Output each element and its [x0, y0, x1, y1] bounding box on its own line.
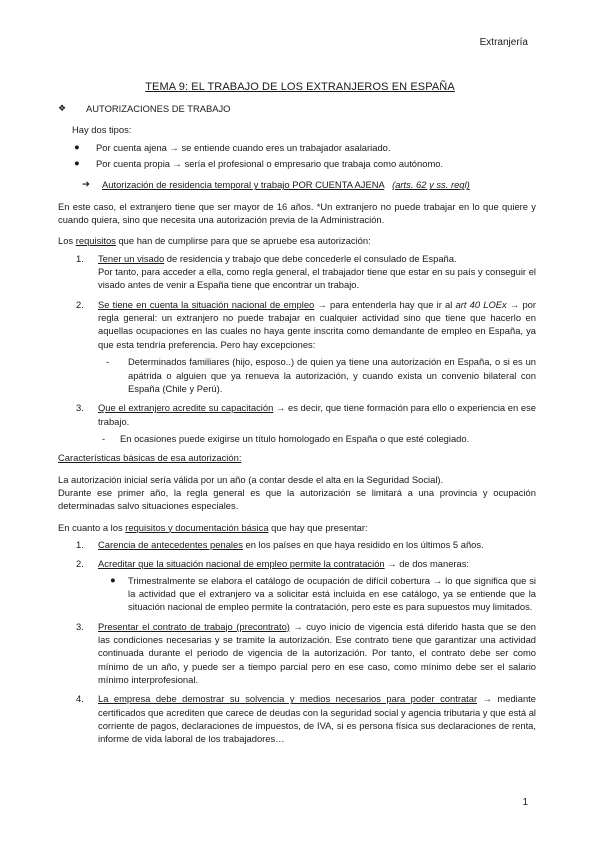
intro-text: Hay dos tipos: — [72, 124, 132, 136]
characteristics-paragraph: Durante ese primer año, la regla general es que la autorización se limitará a una provincia y ocupación determinadas salvo situaciones especiales. — [58, 486, 536, 512]
list-item: 3. Que el extranjero acredite su capacitación → es decir, que tiene formación para ello o experiencia en ese trabajo. - En ocasiones puede exigirse un título homologado en España o que esté colegiado. — [76, 402, 536, 444]
list-item: - En ocasiones puede exigirse un título homologado en España o que esté colegiado. — [102, 432, 470, 444]
running-header: Extranjería — [479, 37, 528, 48]
paragraph-documentation: En cuanto a los requisitos y documentación básica que hay que presentar: — [58, 521, 368, 533]
list-item: ● Por cuenta ajena → se entiende cuando eres un trabajador asalariado. — [74, 140, 391, 153]
list-item: 2. Se tiene en cuenta la situación nacional de empleo → para entenderla hay que ir al art 40 LOEx → por regla general: un extranjero no puede trabajar en cualquier actividad sino que tiene que hacerlo en aquellas ocupaciones en las cuales no haya gente inscrita como demandante de empleo en España, ya que esta tendría preferencia. Pero hay excepciones: - Determinados familiares (hijo, esposo..) de quien ya tiene una autorización en España, o si es un apátrida o alguien que ya renueva la autorización, y cuando exista un convenio bilateral con España (Chile y Perú). — [76, 298, 537, 394]
types-list — [58, 141, 536, 171]
list-item: - Determinados familiares (hijo, esposo..) de quien ya tiene una autorización en España, o si es un apátrida o alguien que ya renueva la autorización, y cuando exista un convenio bilateral con España (Chile y Perú). — [106, 356, 536, 394]
paragraph-case: En este caso, el extranjero tiene que ser mayor de 16 años. *Un extranjero no puede trabajar en lo que quiere y cuando quiera, sino que necesita una autorización previa de la Administración. — [58, 200, 536, 226]
list-item: ● Trimestralmente se elabora el catálogo de ocupación de difícil cobertura → lo que significa que si la actividad que el extranjero va a solicitar está incluida en ese catálogo, ya se entiende que la situación nacional de empleo permite la contratación, pero este es para supuestos muy limitados. — [110, 573, 536, 613]
document-body — [58, 96, 536, 752]
section-heading: ❖ AUTORIZACIONES DE TRABAJO — [58, 103, 231, 114]
list-item: 1. Tener un visado de residencia y trabajo que debe concederle el consulado de España. Por tanto, para acceder a ella, como regla general, el trabajador tiene que estar en su país y conseguir el visado antes de venir a España tiene que encontrar un trabajo. — [76, 252, 536, 291]
arrow-bullet-icon: ➔ — [82, 178, 90, 190]
documentation-list — [58, 538, 536, 746]
list-item: ● Por cuenta propia → sería el profesional o empresario que trabaja como autónomo. — [74, 157, 444, 170]
diamond-bullet-icon: ❖ — [58, 103, 67, 113]
list-item: 2. Acreditar que la situación nacional de empleo permite la contratación → de dos maneras: ● Trimestralmente se elabora el catálogo de ocupación de difícil cobertura → lo que significa que si la actividad que el extranjero va a solicitar está incluida en ese catálogo, ya se entiende que la situación nacional de empleo permite la contratación, pero este es para supuestos muy limitados. — [76, 558, 536, 613]
list-item: 1. Carencia de antecedentes penales en los países en que haya residido en los últimos 5 años. — [76, 538, 484, 550]
list-item: 4. La empresa debe demostrar su solvencia y medios necesarios para poder contratar → mediante certificados que acrediten que carece de deudas con la seguridad social y agencia tributaria y que está al corriente de pagos, declaraciones de impuestos, de IVA, si es persona física sus declaraciones de renta, informe de vida laboral de los trabajadores… — [76, 693, 536, 745]
requisitos-list — [58, 252, 536, 445]
list-item: 3. Presentar el contrato de trabajo (precontrato) → cuyo inicio de vigencia está diferido hasta que se den las condiciones necesarias y se tramite la autorización. Ese contrato tiene que garantizar una actividad continuada durante el periodo de vigencia de la autorización. Por tanto, el contrato debe ser como mínimo de un año, y puede ser a tiempo parcial pero en ese caso, como mínimo debe ser el salario mínimo interprofesional. — [76, 620, 537, 686]
subsection-heading: ➔ Autorización de residencia temporal y trabajo POR CUENTA AJENA (arts. 62 y ss. regl) — [82, 178, 470, 191]
page-number: 1 — [522, 796, 528, 808]
paragraph-requisitos: Los requisitos que han de cumplirse para que se apruebe esa autorización: — [58, 235, 371, 247]
characteristics-heading: Características básicas de esa autorización: — [58, 452, 242, 464]
characteristics-paragraph: La autorización inicial sería válida por un año (a contar desde el alta en la Seguridad Social). — [58, 473, 444, 485]
page-title: TEMA 9: EL TRABAJO DE LOS EXTRANJEROS EN ESPAÑA — [145, 81, 455, 93]
